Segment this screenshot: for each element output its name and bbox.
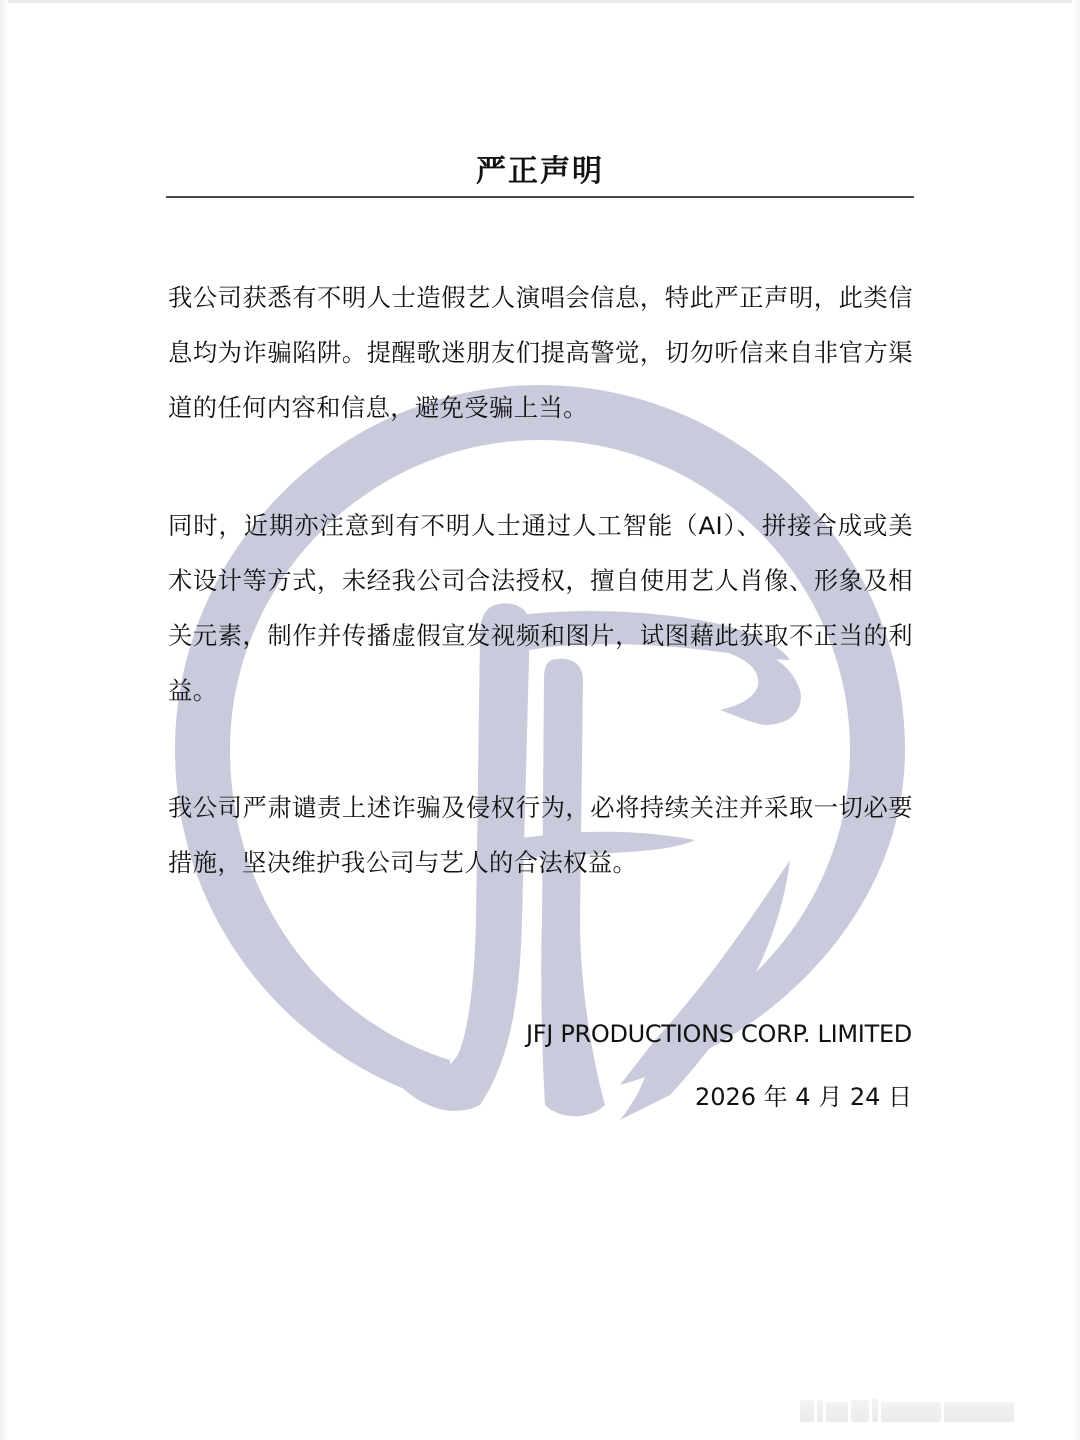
page-edge-top	[0, 0, 1080, 3]
faint-footer-watermark	[800, 1396, 1050, 1422]
page-edge-right	[1072, 0, 1080, 1440]
paragraph-1: 我公司获悉有不明人士造假艺人演唱会信息，特此严正声明，此类信息均为诈骗陷阱。提醒歌迷朋友们提高警觉，切勿听信来自非官方渠道的任何内容和信息，避免受骗上当。	[168, 283, 913, 422]
page-edge-left	[0, 0, 8, 1440]
signature-company: JFJ PRODUCTIONS CORP. LIMITED	[525, 1020, 912, 1048]
paragraph-3: 我公司严肃谴责上述诈骗及侵权行为，必将持续关注并采取一切必要措施，坚决维护我公司与艺人的合法权益。	[168, 793, 913, 877]
paragraph-2: 同时，近期亦注意到有不明人士通过人工智能（AI）、拼接合成或美术设计等方式，未经我公司合法授权，擅自使用艺人肖像、形象及相关元素，制作并传播虚假宣发视频和图片，试图藉此获取不正当的利益。	[168, 511, 913, 705]
signature-date: 2026 年 4 月 24 日	[694, 1083, 912, 1111]
page-title: 严正声明	[476, 154, 604, 189]
title-divider	[166, 196, 914, 198]
